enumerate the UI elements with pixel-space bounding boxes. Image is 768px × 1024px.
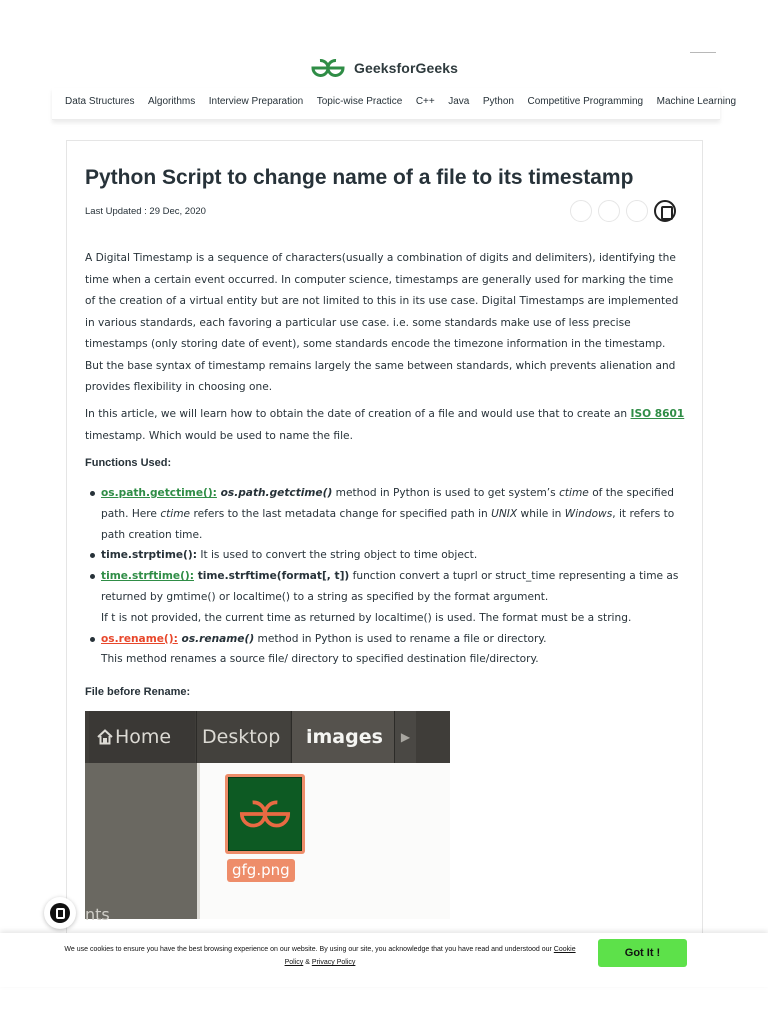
list-item: os.path.getctime(): os.path.getctime() method in Python is used to get system’s ctime of the specified path. Here ctime refers to the last metadata change for specified path in UNIX while in Windows, it refers to path creation time. [85, 483, 685, 545]
cookie-text: We use cookies to ensure you have the best browsing experience on our website. By using our site, you acknowledge that you have read and understood our Cookie Policy & Privacy Policy [64, 946, 576, 966]
file-before-heading: File before Rename: [85, 686, 191, 698]
site-logo[interactable] [310, 56, 458, 80]
list-item: time.strftime(): time.strftime(format[, t]) function convert a tuprl or struct_time representing a time as returned by gmtime() or localtime() to a string as specified by the format argument. If t is not provided, the current time as returned by localtime() is used. The format must be a string. [85, 566, 685, 628]
got-it-button[interactable]: Got It ! [598, 939, 687, 967]
nav-data-structures[interactable]: Data Structures [65, 96, 135, 107]
top-nav [52, 88, 737, 120]
cookie-policy-link[interactable]: Cookie Policy [284, 946, 576, 966]
theme-toggle-icon [50, 903, 70, 923]
logo-text: GeeksforGeeks [354, 60, 459, 76]
strftime-link[interactable]: time.strftime(): [101, 570, 194, 583]
breadcrumb-desktop: Desktop [196, 711, 290, 763]
sidebar-partial-text: nts [85, 905, 110, 924]
bookmark-icon[interactable] [598, 200, 620, 222]
home-icon [96, 728, 114, 746]
functions-list [85, 483, 685, 670]
share-icon[interactable] [570, 200, 592, 222]
nav-python[interactable]: Python [482, 96, 514, 107]
cookie-banner [0, 933, 768, 987]
file-name-label: gfg.png [227, 859, 295, 882]
breadcrumb [85, 711, 450, 763]
menu-icon[interactable] [690, 52, 716, 53]
intro-paragraph: A Digital Timestamp is a sequence of characters(usually a combination of digits and delimiters), identifying the time when a certain event occurred. In computer science, timestamps are generally used for marking the time of the creation of a virtual entity but are not limited to this in its use case. Digital Timestamps are implemented in various standards, each favoring a particular use case. i.e. some standards make use of less precise timestamps (only storing date of event), some standards encode the timezone information in the timestamp. But the base syntax of timestamp remains largely the same between standards, which prevents alienation and provides flexibility in choosing one. [85, 252, 679, 393]
list-item: os.rename(): os.rename() method in Python is used to rename a file or directory. This method renames a source file/ directory to specified destination file/directory. [85, 629, 685, 671]
nav-algorithms[interactable]: Algorithms [147, 96, 196, 107]
nav-competitive-programming[interactable]: Competitive Programming [527, 96, 644, 107]
getctime-link[interactable]: os.path.getctime(): [101, 487, 217, 499]
last-updated: Last Updated : 29 Dec, 2020 [85, 206, 206, 217]
iso-8601-link[interactable]: ISO 8601 [630, 408, 685, 420]
page-title: Python Script to change name of a file to its timestamp [85, 166, 634, 189]
file-thumbnail [225, 774, 305, 854]
floating-theme-button[interactable] [44, 897, 76, 929]
gfg-logo-icon [237, 797, 293, 831]
nav-machine-learning[interactable]: Machine Learning [656, 96, 737, 107]
file-manager-sidebar [85, 763, 197, 919]
gfg-logo-icon [310, 57, 346, 79]
privacy-policy-link[interactable]: Privacy Policy [311, 959, 356, 966]
breadcrumb-images: images [291, 711, 394, 763]
share-group [570, 200, 676, 222]
dark-mode-icon[interactable] [654, 200, 676, 222]
site-header [0, 0, 768, 122]
article-paragraph: In this article, we will learn how to obtain the date of creation of a file and would use that to create an ISO 8601 timestamp. Which would be used to name the file. [85, 408, 685, 442]
chevron-right-icon: ▶ [394, 711, 416, 763]
list-item: time.strptime(): It is used to convert the string object to time object. [85, 545, 685, 566]
rename-link[interactable]: os.rename(): [101, 632, 178, 645]
comment-icon[interactable] [626, 200, 648, 222]
functions-heading: Functions Used: [85, 457, 172, 469]
nav-topic-wise-practice[interactable]: Topic-wise Practice [316, 96, 403, 107]
nav-java[interactable]: Java [448, 96, 470, 107]
file-manager-screenshot [85, 711, 450, 924]
nav-cpp[interactable]: C++ [415, 96, 435, 107]
nav-interview-preparation[interactable]: Interview Preparation [208, 96, 304, 107]
breadcrumb-home: Home [89, 711, 195, 763]
